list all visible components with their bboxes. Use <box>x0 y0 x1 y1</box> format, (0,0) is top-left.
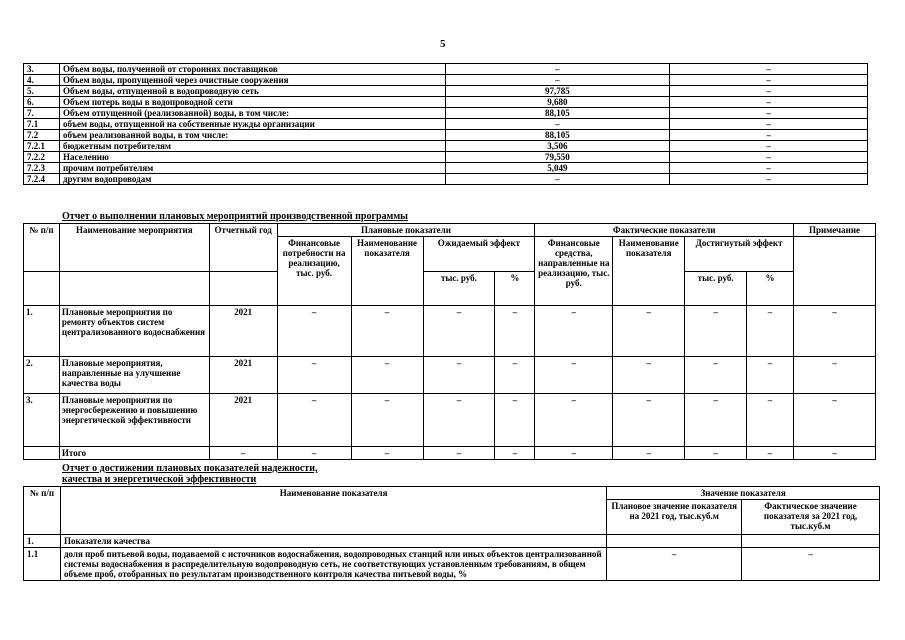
volume-row <box>24 86 868 97</box>
volume-row-plan: 5,049 <box>445 163 670 174</box>
measure-row <box>24 357 876 394</box>
volume-row-num: 6. <box>24 97 60 108</box>
volume-row-plan: 9,680 <box>445 97 670 108</box>
measure-value: – <box>535 357 613 394</box>
measure-name: Плановые мероприятия, направленные на улучшение качества воды <box>59 357 209 394</box>
indicators-title-line1: Отчет о достижении плановых показателей надежности, <box>62 463 318 474</box>
header-measure-name: Наименование мероприятия <box>59 224 209 272</box>
volume-row-fact: – <box>670 163 868 174</box>
measure-value: – <box>423 306 495 357</box>
measure-value: – <box>423 357 495 394</box>
volume-row-fact: – <box>670 141 868 152</box>
measure-value: – <box>613 306 685 357</box>
volume-row <box>24 108 868 119</box>
measure-value: – <box>535 394 613 447</box>
measure-total-value: – <box>613 447 685 460</box>
header-note-empty <box>794 237 876 306</box>
volume-row-fact: – <box>670 174 868 185</box>
volume-row-plan: 97,785 <box>445 86 670 97</box>
measure-value: – <box>613 357 685 394</box>
measure-total-num <box>24 447 60 460</box>
measure-year: 2021 <box>209 357 277 394</box>
water-volume-table <box>23 63 868 185</box>
volume-row-name: прочим потребителям <box>59 163 445 174</box>
measure-total-value: – <box>794 447 876 460</box>
indicators-header-fact: Фактическое значение показателя за 2021 год, тыс.куб.м <box>742 500 880 535</box>
header-period: Отчетный год <box>209 224 277 272</box>
volume-row-name: объем реализованной воды, в том числе: <box>59 130 445 141</box>
indicator-fact: – <box>742 548 880 581</box>
header-period-cont <box>209 271 277 306</box>
measures-title: Отчет о выполнении плановых мероприятий производственной программы <box>62 211 408 222</box>
volume-row-num: 7.2.4 <box>24 174 60 185</box>
volume-row-num: 3. <box>24 64 60 75</box>
measure-value: – <box>747 357 794 394</box>
volume-row-fact: – <box>670 119 868 130</box>
header-note: Примечание <box>794 224 876 237</box>
indicators-header-plan: Плановое значение показателя на 2021 год, тыс.куб.м <box>607 500 742 535</box>
measure-name: Плановые мероприятия по энергосбережению и повышению энергетической эффективности <box>59 394 209 447</box>
measure-value: – <box>794 394 876 447</box>
indicator-section-num: 1. <box>24 535 61 548</box>
volume-row-name: Объем потерь воды в водопроводной сети <box>59 97 445 108</box>
indicators-header-value-group: Значение показателя <box>607 487 880 500</box>
volume-row-num: 4. <box>24 75 60 86</box>
measure-row <box>24 306 876 357</box>
indicator-section-row <box>24 535 880 548</box>
volume-row <box>24 152 868 163</box>
volume-row-plan: – <box>445 174 670 185</box>
measure-total-value: – <box>535 447 613 460</box>
measure-num: 1. <box>24 306 60 357</box>
measure-name: Плановые мероприятия по ремонту объектов систем централизованного водоснабжения <box>59 306 209 357</box>
header-fact-effect: Достигнутый эффект <box>685 237 794 272</box>
volume-row-num: 7.2.3 <box>24 163 60 174</box>
measure-value: – <box>685 306 747 357</box>
header-plan-group: Плановые показатели <box>277 224 535 237</box>
measure-total-row <box>24 447 876 460</box>
volume-row-fact: – <box>670 64 868 75</box>
volume-row-num: 5. <box>24 86 60 97</box>
volume-row-name: бюджетным потребителям <box>59 141 445 152</box>
header-plan-fin: Финансовые потребности на реализацию, тыс. руб. <box>277 237 351 306</box>
measure-total-value: – <box>351 447 423 460</box>
volume-row <box>24 174 868 185</box>
measure-value: – <box>747 306 794 357</box>
volume-row-fact: – <box>670 108 868 119</box>
indicator-row <box>24 548 880 581</box>
measure-value: – <box>351 394 423 447</box>
measure-value: – <box>794 357 876 394</box>
volume-row <box>24 163 868 174</box>
header-num: № п/п <box>24 224 60 272</box>
indicators-title <box>62 463 317 485</box>
volume-row-plan: – <box>445 119 670 130</box>
measure-value: – <box>351 357 423 394</box>
measure-value: – <box>495 394 535 447</box>
header-plan-rub: тыс. руб. <box>423 271 495 306</box>
header-name-cont <box>59 271 209 306</box>
indicator-section-name: Показатели качества <box>60 535 606 548</box>
indicator-name: доля проб питьевой воды, подаваемой с источников водоснабжения, водопроводных станций или иных объектов централизованной системы водоснабжения в распределительную водопроводную сеть, не соответствующих установленным требованиям, в общем объеме проб, отобранных по результатам производственного контроля качества питьевой воды, % <box>60 548 606 581</box>
measure-total-value: – <box>495 447 535 460</box>
volume-row-name: Объем воды, полученной от сторонних поставщиков <box>59 64 445 75</box>
measure-value: – <box>277 357 351 394</box>
measure-value: – <box>351 306 423 357</box>
volume-row-plan: 79,550 <box>445 152 670 163</box>
volume-row <box>24 75 868 86</box>
volume-row-name: Объем воды, отпущенной в водопроводную сеть <box>59 86 445 97</box>
volume-row-plan: 3,506 <box>445 141 670 152</box>
indicator-section-fact <box>742 535 880 548</box>
volume-row <box>24 141 868 152</box>
header-plan-pct: % <box>495 271 535 306</box>
measure-value: – <box>747 394 794 447</box>
measure-year: 2021 <box>209 306 277 357</box>
measure-total-value: – <box>277 447 351 460</box>
volume-row-fact: – <box>670 75 868 86</box>
header-fact-fin: Финансовые средства, направленные на реализацию, тыс. руб. <box>535 237 613 306</box>
header-fact-rub: тыс. руб. <box>685 271 747 306</box>
measures-table <box>23 223 876 460</box>
header-fact-indicator: Наименование показателя <box>613 237 685 306</box>
measure-value: – <box>685 357 747 394</box>
measure-total-label: Итого <box>59 447 209 460</box>
measure-value: – <box>613 394 685 447</box>
indicator-plan: – <box>607 548 742 581</box>
measure-total-value: – <box>747 447 794 460</box>
header-plan-indicator: Наименование показателя <box>351 237 423 306</box>
volume-row-num: 7. <box>24 108 60 119</box>
volume-row-fact: – <box>670 86 868 97</box>
measure-value: – <box>495 357 535 394</box>
measure-value: – <box>794 306 876 357</box>
measure-value: – <box>495 306 535 357</box>
measure-value: – <box>277 306 351 357</box>
volume-row <box>24 130 868 141</box>
indicator-num: 1.1 <box>24 548 61 581</box>
volume-row-fact: – <box>670 97 868 108</box>
measure-value: – <box>685 394 747 447</box>
volume-row-num: 7.2.2 <box>24 152 60 163</box>
indicators-table <box>23 486 880 581</box>
measure-num: 2. <box>24 357 60 394</box>
header-plan-effect: Ожидаемый эффект <box>423 237 535 272</box>
measure-num: 3. <box>24 394 60 447</box>
measure-value: – <box>277 394 351 447</box>
indicators-header-num: № п/п <box>24 487 61 535</box>
volume-row <box>24 97 868 108</box>
indicators-title-line2: качества и энергетической эффективности <box>62 474 257 485</box>
volume-row-num: 7.1 <box>24 119 60 130</box>
volume-row-fact: – <box>670 152 868 163</box>
measure-year: 2021 <box>209 394 277 447</box>
indicator-section-plan <box>607 535 742 548</box>
volume-row-name: объем воды, отпущенной на собственные нужды организации <box>59 119 445 130</box>
header-num-cont <box>24 271 60 306</box>
volume-row-plan: 88,105 <box>445 108 670 119</box>
volume-row-name: Объем отпущенной (реализованной) воды, в том числе: <box>59 108 445 119</box>
measure-row <box>24 394 876 447</box>
measure-value: – <box>423 394 495 447</box>
page-number: 5 <box>440 38 446 50</box>
volume-row-num: 7.2.1 <box>24 141 60 152</box>
volume-row-name: Населению <box>59 152 445 163</box>
header-fact-pct: % <box>747 271 794 306</box>
volume-row-name: другим водопроводам <box>59 174 445 185</box>
volume-row-name: Объем воды, пропущенной через очистные сооружения <box>59 75 445 86</box>
measure-total-value: – <box>209 447 277 460</box>
volume-row-plan: – <box>445 75 670 86</box>
volume-row-plan: 88,105 <box>445 130 670 141</box>
measure-value: – <box>535 306 613 357</box>
volume-row-plan: – <box>445 64 670 75</box>
indicators-header-name: Наименование показателя <box>60 487 606 535</box>
volume-row-num: 7.2 <box>24 130 60 141</box>
volume-row-fact: – <box>670 130 868 141</box>
volume-row <box>24 119 868 130</box>
volume-row <box>24 64 868 75</box>
header-fact-group: Фактические показатели <box>535 224 794 237</box>
measure-total-value: – <box>685 447 747 460</box>
measure-total-value: – <box>423 447 495 460</box>
